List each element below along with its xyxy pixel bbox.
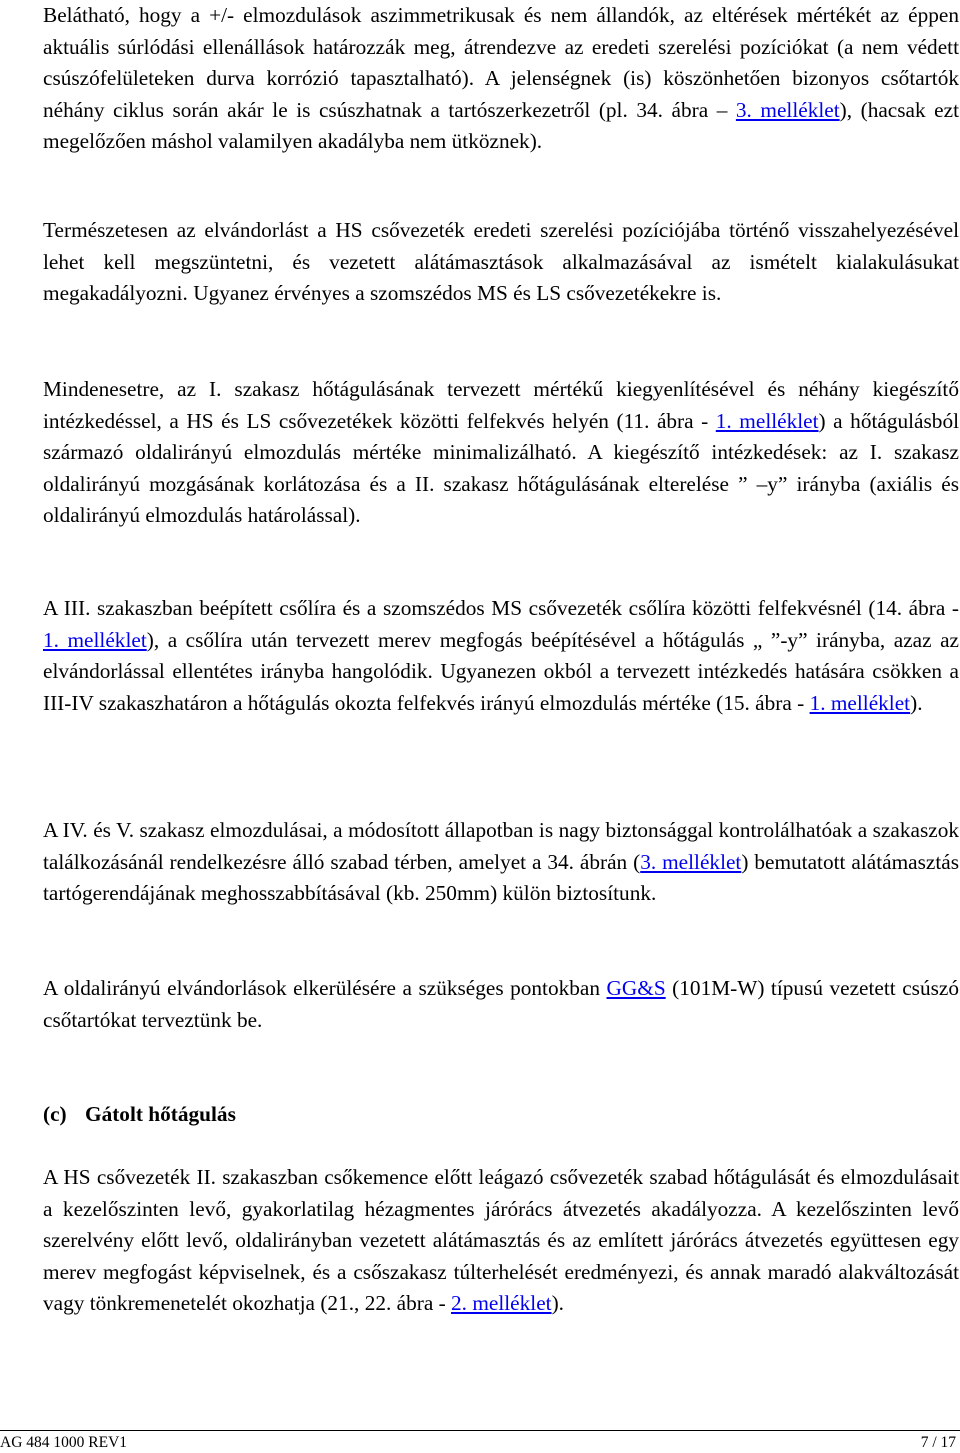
link-melleklet-3[interactable]: 3. melléklet (735, 97, 840, 122)
link-melleklet-1[interactable]: 1. melléklet (809, 690, 911, 715)
section-number: (c) (43, 1102, 67, 1126)
paragraph-1-text-b: ), (hacsak ezt megelőzően máshol valamilyen akadályba nem ütköznek). (43, 97, 960, 153)
paragraph-5-text-b: ) bemutatott alátámasztás tartógerendájának meghosszabbításával (kb. 250mm) külön biztosítunk. (43, 849, 959, 905)
paragraph-1 (43, 0, 959, 158)
footer-page-number: 7 / 17 (920, 1434, 956, 1451)
paragraph-2: Természetesen az elvándorlást a HS csővezeték eredeti szerelési pozíciójába történő visszahelyezésével lehet kell megszüntetni, és vezetett alátámasztások alkalmazásával az ismételt kialakulásukat megakadályozni. Ugyanez érvényes a szomszédos MS és LS csővezetékekre is. (43, 218, 959, 305)
paragraph-3 (43, 374, 959, 532)
paragraph-4-text-a: A III. szakaszban beépített csőlíra és a szomszédos MS csővezeték csőlíra közötti felfekvésnél (14. ábra - (43, 596, 959, 620)
paragraph-4 (43, 593, 959, 719)
paragraph-4-text-b: ), a csőlíra után tervezett merev megfogás beépítésével a hőtágulás „ ”-y” irányba, azaz az elvándorlással ellentétes irányba hangolódik. Ugyanezen okból a tervezett intézkedés hatására csökken a III-IV szakaszhatáron a hőtágulás okozta felfekvés irányú elmozdulás mértéke (15. ábra - (43, 627, 960, 715)
section-title: Gátolt hőtágulás (85, 1102, 236, 1126)
section-heading (43, 1099, 943, 1131)
paragraph-7-text-b: ). (551, 1291, 564, 1315)
paragraph-5-text-a: A IV. és V. szakasz elmozdulásai, a módosított állapotban is nagy biztonsággal kontrolálhatóak a szakaszok találkozásánál rendelkezésre álló szabad térben, amelyet a 34. ábrán ( (43, 818, 959, 874)
paragraph-6-text-a: A oldalirányú elvándorlások elkerülésére a szükséges pontokban (43, 976, 607, 1000)
paragraph-3-text-b: ) a hőtágulásból származó oldalirányú elmozdulás mértéke minimalizálható. A kiegészítő intézkedések: az I. szakasz oldalirányú mozgásának korlátozása és a II. szakasz hőtágulásának elterelése ” –y” irányba (axiális és oldalirányú elmozdulás határolással). (43, 408, 960, 527)
link-melleklet-1[interactable]: 1. melléklet (715, 408, 819, 433)
paragraph-5 (43, 815, 959, 910)
footer-document-id: AG 484 1000 REV1 (0, 1434, 128, 1451)
paragraph-4-text-c: ). (910, 690, 923, 715)
link-ggs[interactable]: GG&S (606, 976, 666, 1000)
link-melleklet-2[interactable]: 2. melléklet (451, 1291, 552, 1315)
footer-divider (0, 1430, 960, 1431)
link-melleklet-3[interactable]: 3. melléklet (640, 849, 742, 874)
link-melleklet-1[interactable]: 1. melléklet (43, 627, 147, 652)
paragraph-7-text-a: A HS csővezeték II. szakaszban csőkemence előtt leágazó csővezeték szabad hőtágulását és elmozdulásait a kezelőszinten levő, gyakorlatilag hézagmentes járórács átvezetés akadályozza. A kezelőszinten levő szerelvény előtt levő, oldalirányban vezetett alátámasztás és az említett járórács átvezetés együttesen egy merev megfogást képviselnek, és a csőszakasz túlterhelését eredményezi, és annak maradó alakváltozását vagy tönkremenetelét okozhatja (21., 22. ábra - (43, 1165, 959, 1315)
paragraph-7 (43, 1162, 959, 1320)
paragraph-3-text-a: Mindenesetre, az I. szakasz hőtágulásának tervezett mértékű kiegyenlítésével és néhány kiegészítő intézkedéssel, a HS és LS csővezetékek közötti felfekvés helyén (11. ábra - (43, 377, 959, 433)
paragraph-6-text-b: (101M-W) típusú vezetett csúszó csőtartókat terveztünk be. (43, 976, 959, 1032)
paragraph-1-text-a: Belátható, hogy a +/- elmozdulások aszimmetrikusak és nem állandók, az eltérések mértékét az éppen aktuális súrlódási ellenállások határozzák meg, átrendezve az eredeti szerelési pozíciókat (a nem védett csúszófelületeken durva korrózió tapasztalható). A jelenségnek (is) köszönhetően bizonyos csőtartók néhány ciklus során akár le is csúszhatnak a tartószerkezetről (pl. 34. ábra – (43, 3, 959, 122)
paragraph-6 (43, 973, 959, 1036)
